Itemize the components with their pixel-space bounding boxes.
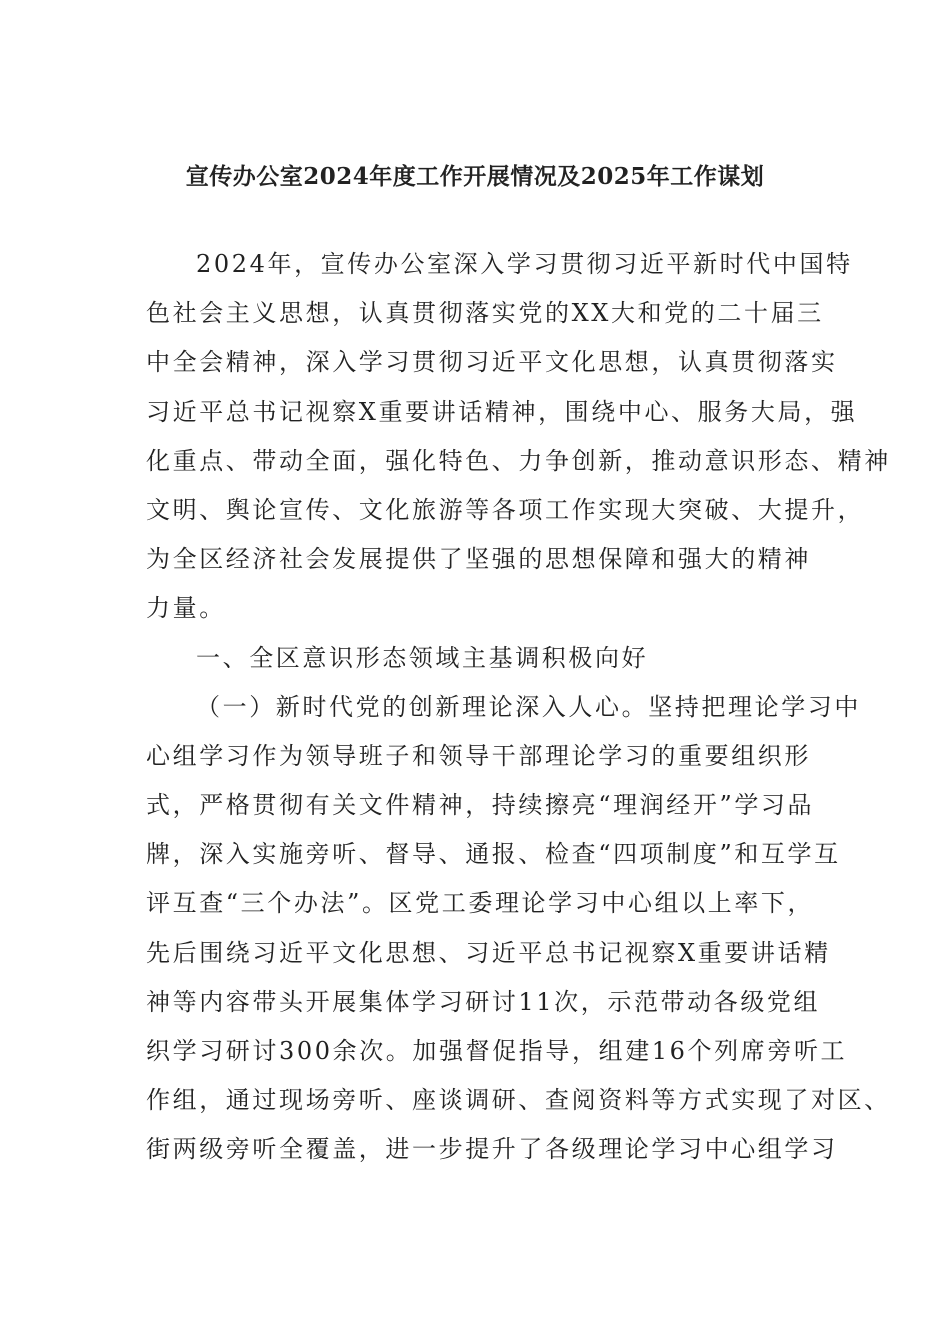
paragraph-line: 心组学习作为领导班子和领导干部理论学习的重要组织形 xyxy=(146,741,811,770)
paragraph-line: 文明、舆论宣传、文化旅游等各项工作实现大突破、大提升， xyxy=(146,495,865,524)
paragraph-line: 习近平总书记视察X重要讲话精神，围绕中心、服务大局，强 xyxy=(146,397,858,426)
paragraph-line: 化重点、带动全面，强化特色、力争创新，推动意识形态、精神 xyxy=(146,446,891,475)
paragraph-line: 中全会精神，深入学习贯彻习近平文化思想，认真贯彻落实 xyxy=(146,348,838,377)
paragraph-line: 神等内容带头开展集体学习研讨11次，示范带动各级党组 xyxy=(146,987,821,1016)
paragraph-line: 作组，通过现场旁听、座谈调研、查阅资料等方式实现了对区、 xyxy=(146,1086,891,1115)
paragraph-line: 织学习研讨300余次。加强督促指导，组建16个列席旁听工 xyxy=(146,1037,848,1065)
paragraph-line: 街两级旁听全覆盖，进一步提升了各级理论学习中心组学习 xyxy=(146,1135,838,1164)
paragraph-line: 式，严格贯彻有关文件精神，持续擦亮“理润经开”学习品 xyxy=(146,791,815,820)
paragraph-line: 先后围绕习近平文化思想、习近平总书记视察X重要讲话精 xyxy=(146,938,831,967)
document-title: 宣传办公室2024年度工作开展情况及2025年工作谋划 xyxy=(185,163,765,190)
paragraph-line: 牌，深入实施旁听、督导、通报、检查“四项制度”和互学互 xyxy=(146,840,841,869)
paragraph-line: （一）新时代党的创新理论深入人心。坚持把理论学习中 xyxy=(196,692,861,721)
paragraph-line: 色社会主义思想，认真贯彻落实党的XX大和党的二十届三 xyxy=(146,299,824,328)
paragraph-line: 评互查“三个办法”。区党工委理论学习中心组以上率下， xyxy=(146,889,815,918)
section-heading: 一、全区意识形态领域主基调积极向好 xyxy=(196,643,649,672)
document-body xyxy=(146,240,891,1175)
paragraph-line: 2024年，宣传办公室深入学习贯彻习近平新时代中国特 xyxy=(196,250,853,278)
paragraph-line: 为全区经济社会发展提供了坚强的思想保障和强大的精神 xyxy=(146,545,811,574)
paragraph-line: 力量。 xyxy=(146,594,226,623)
